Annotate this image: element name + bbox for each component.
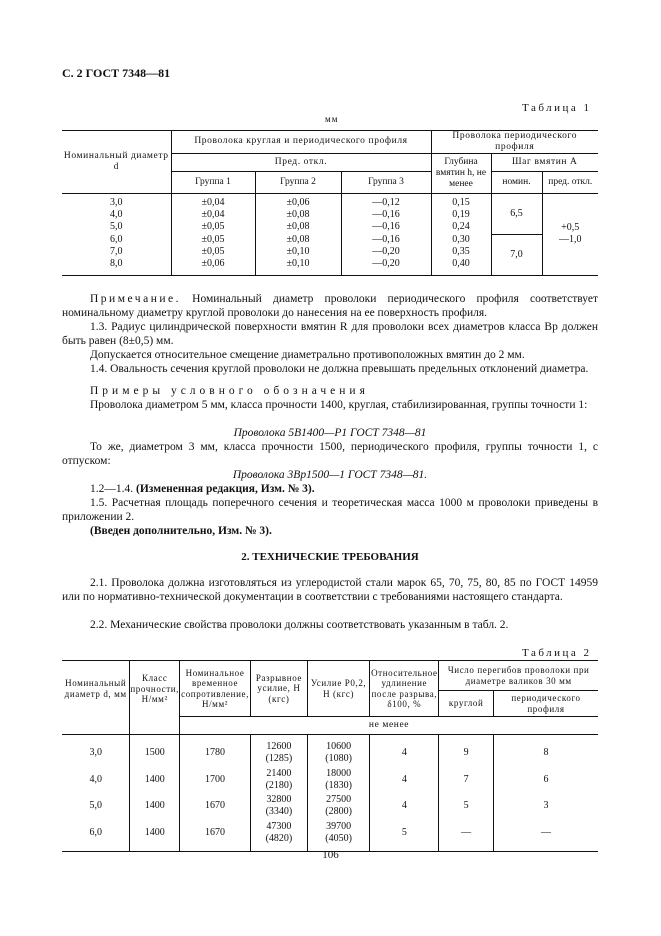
table1-unit: мм bbox=[325, 114, 339, 124]
t1-h-tol: Пред. откл. bbox=[171, 153, 431, 171]
t2-cell-brk: 32800 (3340) bbox=[251, 792, 308, 819]
page-number: 106 bbox=[322, 849, 339, 861]
table2-label: Таблица 2 bbox=[522, 647, 592, 659]
t2-cell-d: 5,0 bbox=[89, 800, 102, 812]
t1-step-1: 6,5 bbox=[491, 193, 542, 234]
t2-cell-cls: 1400 bbox=[130, 766, 180, 793]
t2-cell-yld: 10600 (1080) bbox=[307, 735, 370, 766]
t2-cell-bp: 8 bbox=[494, 735, 599, 766]
t2-cell-d: 4,0 bbox=[89, 773, 102, 785]
t1-h-depth: Глубина вмятин h, не менее bbox=[431, 153, 491, 193]
note-text: Номинальный диаметр проволоки периодического профиля соответствует номинальному диаметру круглой проволоки до нанесения на ее поверхность профиля. bbox=[62, 293, 598, 319]
t1-h-round: Проволока круглая и периодического профиля bbox=[171, 131, 431, 154]
amendment-note: (Измененная редакция, Изм. № 3). bbox=[136, 483, 315, 495]
table2 bbox=[62, 660, 598, 852]
para-2-2: 2.2. Механические свойства проволоки должны соответствовать указанным в табл. 2. bbox=[90, 619, 509, 631]
t2-cell-yld: 39700 (4050) bbox=[307, 819, 370, 852]
t2-h-yield: Усилие P0,2, Н (кгс) bbox=[307, 661, 370, 717]
note-paragraph bbox=[62, 292, 598, 320]
t1-h-nom: номин. bbox=[491, 171, 542, 193]
t2-cell-ten: 1670 bbox=[180, 819, 251, 852]
t2-cell-yld: 18000 (1830) bbox=[307, 766, 370, 793]
t2-h-blank-1 bbox=[62, 717, 130, 735]
t1-h-periodic: Проволока периодического профиля bbox=[431, 131, 598, 154]
t2-cell-el: 4 bbox=[370, 735, 439, 766]
example-2-code: Проволока 3Вр1500—1 ГОСТ 7348—81. bbox=[232, 469, 428, 481]
t2-cell-bp: — bbox=[494, 819, 599, 852]
t2-h-diam: Номинальный диаметр d, мм bbox=[64, 678, 127, 699]
table-row bbox=[62, 735, 598, 766]
t2-cell-el: 4 bbox=[370, 792, 439, 819]
table2-body bbox=[62, 735, 598, 852]
page-header: С. 2 ГОСТ 7348—81 bbox=[62, 66, 171, 80]
t1-col-g3: —0,12 —0,16 —0,16 —0,16 —0,20 —0,20 bbox=[341, 193, 431, 275]
examples-title: Примеры условного обозначения bbox=[90, 385, 369, 397]
t2-cell-bp: 6 bbox=[494, 766, 599, 793]
example-1: Проволока диаметром 5 мм, класса прочности 1400, круглая, стабилизированная, группы точности 1: bbox=[90, 399, 588, 411]
t2-h-min: не менее bbox=[180, 717, 598, 735]
para-1-3b: Допускается относительное смещение диаметрально противоположных вмятин до 2 мм. bbox=[90, 349, 525, 361]
para-1-3: 1.3. Радиус цилиндрической поверхности вмятин R для проволоки всех диаметров класса Вр должен быть равен (8±0,5) мм. bbox=[62, 321, 598, 347]
t2-cell-yld: 27500 (2800) bbox=[307, 792, 370, 819]
t2-h-periodic: периодического профиля bbox=[494, 691, 599, 717]
para-1-2-1-4-num: 1.2—1.4. bbox=[90, 483, 134, 495]
para-1-2-1-4 bbox=[90, 482, 315, 496]
example-1-code: Проволока 5В1400—Р1 ГОСТ 7348—81 bbox=[233, 427, 427, 439]
example-2: То же, диаметром 3 мм, класса прочности 1500, периодического профиля, группы точности 1, с отпуском: bbox=[62, 441, 598, 467]
t2-h-class: Класс прочности, Н/мм² bbox=[130, 661, 180, 717]
t2-h-break: Разрывное усилие, Н (кгс) bbox=[251, 661, 308, 717]
t1-h-g2: Группа 2 bbox=[255, 171, 341, 193]
t2-h-elong: Относительное удлинение после разрыва, δ100, % bbox=[370, 661, 439, 717]
t2-cell-el: 5 bbox=[370, 819, 439, 852]
t2-cell-el: 4 bbox=[370, 766, 439, 793]
t2-cell-ten: 1700 bbox=[180, 766, 251, 793]
t2-cell-cls: 1400 bbox=[130, 819, 180, 852]
t2-cell-br: 9 bbox=[439, 735, 494, 766]
t2-cell-brk: 47300 (4820) bbox=[251, 819, 308, 852]
t1-step-2: 7,0 bbox=[491, 234, 542, 275]
t2-cell-bp: 3 bbox=[494, 792, 599, 819]
t2-cell-d: 3,0 bbox=[89, 747, 102, 758]
t1-col-g1: ±0,04 ±0,04 ±0,05 ±0,05 ±0,05 ±0,06 bbox=[171, 193, 255, 275]
t1-h-ptol: пред. откл. bbox=[542, 171, 598, 193]
table1-label: Таблица 1 bbox=[522, 102, 592, 114]
t1-h-step: Шаг вмятин А bbox=[491, 153, 598, 171]
t1-col-g2: ±0,06 ±0,08 ±0,08 ±0,08 ±0,10 ±0,10 bbox=[255, 193, 341, 275]
t2-cell-brk: 12600 (1285) bbox=[251, 735, 308, 766]
t1-col-diam: 3,0 4,0 5,0 6,0 7,0 8,0 bbox=[110, 196, 123, 270]
t2-cell-d: 6,0 bbox=[89, 826, 102, 838]
t2-cell-br: 7 bbox=[439, 766, 494, 793]
t1-h-g3: Группа 3 bbox=[341, 171, 431, 193]
t1-h-diam: Номинальный диаметр d bbox=[62, 131, 171, 194]
t1-step-tol: +0,5 —1,0 bbox=[542, 193, 598, 275]
para-2-1: 2.1. Проволока должна изготовляться из углеродистой стали марок 65, 70, 75, 80, 85 по ГОСТ 14959 или по нормативно-технической документации в соответствии с требованиями настоящего стандарта. bbox=[62, 577, 598, 603]
t2-h-blank-2 bbox=[130, 717, 180, 735]
t1-h-g1: Группа 1 bbox=[171, 171, 255, 193]
t2-cell-cls: 1500 bbox=[130, 735, 180, 766]
t2-cell-cls: 1400 bbox=[130, 792, 180, 819]
t2-cell-br: — bbox=[439, 819, 494, 852]
table1 bbox=[62, 130, 598, 276]
t1-col-depth: 0,15 0,19 0,24 0,30 0,35 0,40 bbox=[431, 193, 491, 275]
t2-cell-ten: 1780 bbox=[180, 735, 251, 766]
table-row bbox=[62, 819, 598, 852]
para-1-5-added: (Введен дополнительно, Изм. № 3). bbox=[90, 525, 272, 537]
t2-cell-ten: 1670 bbox=[180, 792, 251, 819]
table-row bbox=[62, 766, 598, 793]
t2-cell-br: 5 bbox=[439, 792, 494, 819]
note-label: Примечание. bbox=[90, 293, 181, 305]
t2-h-round: круглой bbox=[439, 691, 494, 717]
t2-h-bends: Число перегибов проволоки при диаметре валиков 30 мм bbox=[439, 661, 598, 691]
table-row bbox=[62, 792, 598, 819]
t2-h-tensile: Номинальное временное сопротивление, Н/мм² bbox=[180, 661, 251, 717]
para-1-5: 1.5. Расчетная площадь поперечного сечения и теоретическая масса 1000 м проволоки приведены в приложении 2. bbox=[62, 497, 598, 523]
section-title: 2. ТЕХНИЧЕСКИЕ ТРЕБОВАНИЯ bbox=[241, 551, 419, 563]
para-1-4: 1.4. Овальность сечения круглой проволоки не должна превышать предельных отклонений диаметра. bbox=[90, 363, 589, 375]
t2-cell-brk: 21400 (2180) bbox=[251, 766, 308, 793]
